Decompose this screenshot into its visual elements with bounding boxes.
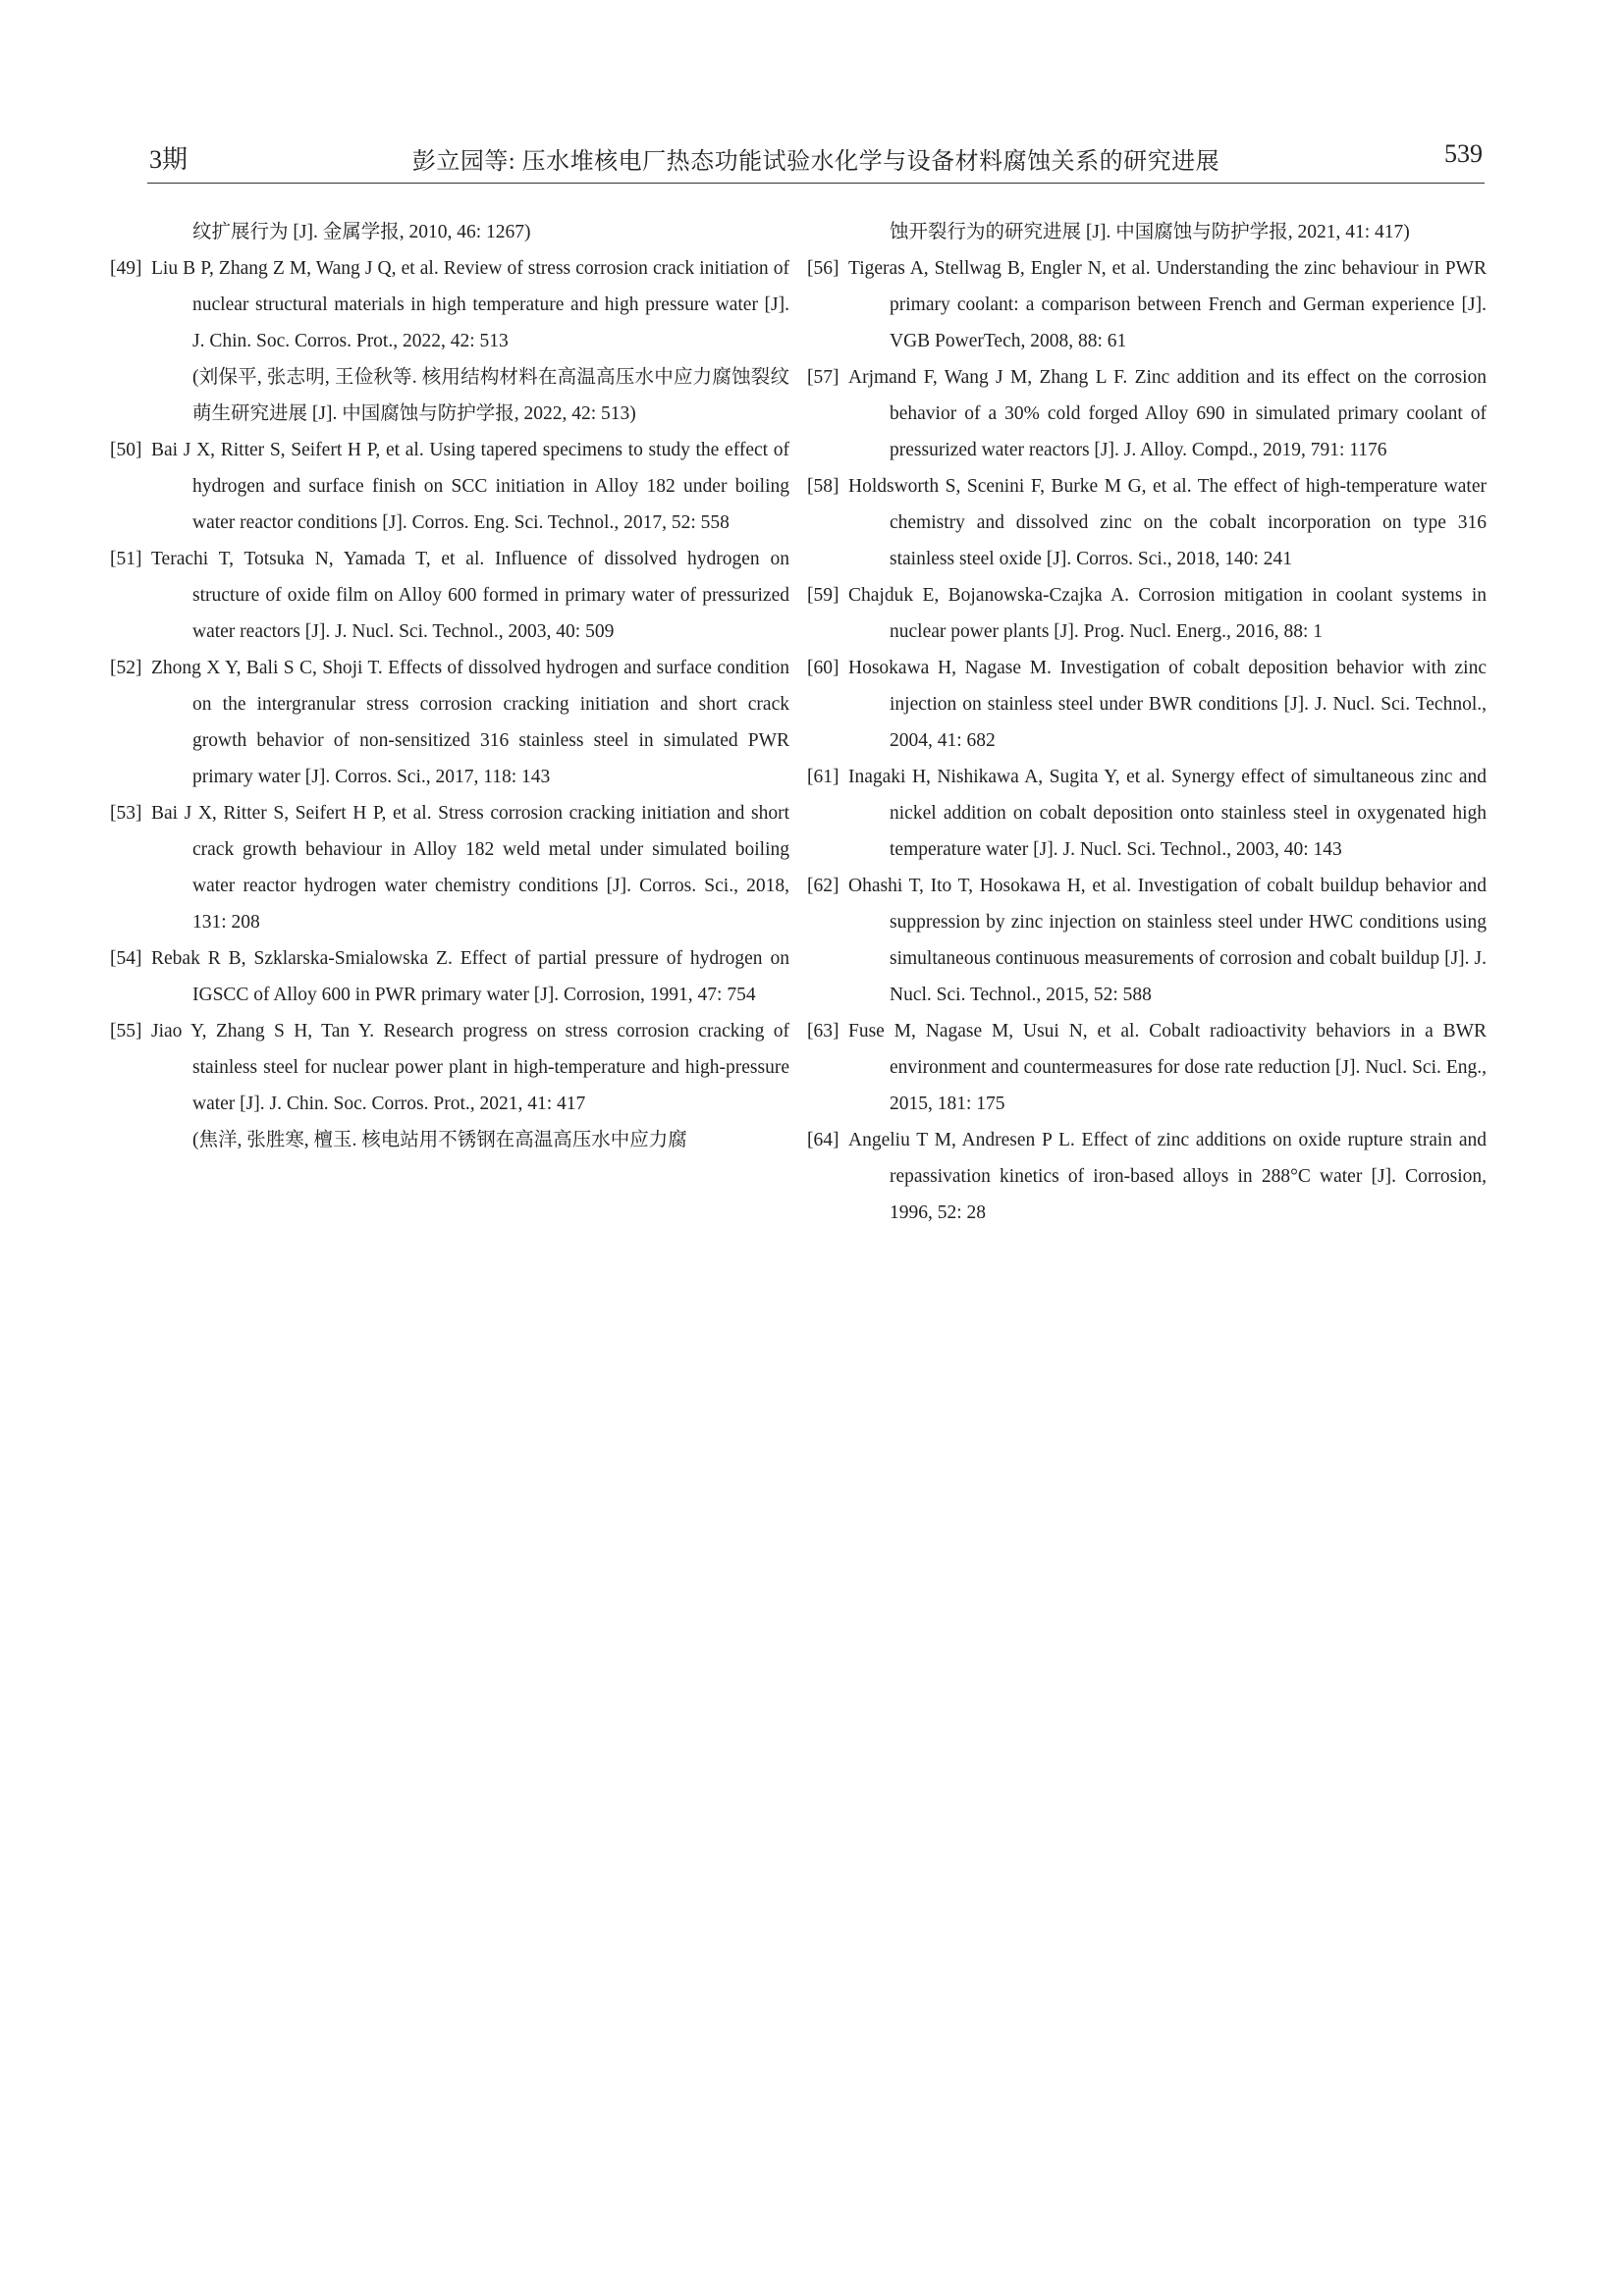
reference-51: [51] Terachi T, Totsuka N, Yamada T, et al. Influence of dissolved hydrogen on structure of oxide film on Alloy 600 formed in primary water of pressurized water reactors [J]. J. Nucl. Sci. Technol., 2003, 40: 509 <box>110 549 789 642</box>
reference-60: [60] Hosokawa H, Nagase M. Investigation of cobalt deposition behavior with zinc injection on stainless steel under BWR conditions [J]. J. Nucl. Sci. Technol., 2004, 41: 682 <box>807 658 1487 751</box>
reference-text: Jiao Y, Zhang S H, Tan Y. Research progress on stress corrosion cracking of stainless steel for nuclear power plant in high-temperature and high-pressure water [J]. J. Chin. Soc. Corros. Prot., 2021, 41: 417 <box>151 1021 789 1114</box>
reference-49: [49] Liu B P, Zhang Z M, Wang J Q, et al. Review of stress corrosion crack initiation of nuclear structural materials in high temperature and high pressure water [J]. J. Chin. Soc. Corros. Prot., 2022, 42: 513 <box>110 258 789 351</box>
reference-52: [52] Zhong X Y, Bali S C, Shoji T. Effects of dissolved hydrogen and surface condition on the intergranular stress corrosion cracking initiation and short crack growth behavior of non-sensitized 316 stainless steel in simulated PWR primary water [J]. Corros. Sci., 2017, 118: 143 <box>110 658 789 787</box>
left-reference-column <box>110 214 789 1158</box>
issue-label: 3期 <box>149 145 189 174</box>
reference-text: Chajduk E, Bojanowska-Czajka A. Corrosion mitigation in coolant systems in nuclear power plants [J]. Prog. Nucl. Energ., 2016, 88: 1 <box>848 585 1487 642</box>
reference-text: Fuse M, Nagase M, Usui N, et al. Cobalt radioactivity behaviors in a BWR environment and countermeasures for dose rate reduction [J]. Nucl. Sci. Eng., 2015, 181: 175 <box>848 1021 1487 1114</box>
reference-text: Bai J X, Ritter S, Seifert H P, et al. Stress corrosion cracking initiation and short crack growth behaviour in Alloy 182 weld metal under simulated boiling water reactor hydrogen water chemistry conditions [J]. Corros. Sci., 2018, 131: 208 <box>151 803 789 933</box>
reference-text: Tigeras A, Stellwag B, Engler N, et al. Understanding the zinc behaviour in PWR primary coolant: a comparison between French and German experience [J]. VGB PowerTech, 2008, 88: 61 <box>848 258 1487 351</box>
reference-text: Arjmand F, Wang J M, Zhang L F. Zinc addition and its effect on the corrosion behavior of a 30% cold forged Alloy 690 in simulated primary coolant of pressurized water reactors [J]. J. Alloy. Compd., 2019, 791: 1176 <box>848 367 1487 460</box>
reference-text: Bai J X, Ritter S, Seifert H P, et al. Using tapered specimens to study the effect of hydrogen and surface finish on SCC initiation in Alloy 182 under boiling water reactor conditions [J]. Corros. Eng. Sci. Technol., 2017, 52: 558 <box>151 440 789 533</box>
reference-text: Angeliu T M, Andresen P L. Effect of zinc additions on oxide rupture strain and repassivation kinetics of iron-based alloys in 288°C water [J]. Corrosion, 1996, 52: 28 <box>848 1130 1487 1223</box>
reference-continuation: 纹扩展行为 [J]. 金属学报, 2010, 46: 1267) <box>192 222 531 242</box>
running-title: 彭立园等: 压水堆核电厂热态功能试验水化学与设备材料腐蚀关系的研究进展 <box>411 149 1220 175</box>
reference-59: [59] Chajduk E, Bojanowska-Czajka A. Corrosion mitigation in coolant systems in nuclear power plants [J]. Prog. Nucl. Energ., 2016, 88: 1 <box>807 585 1487 642</box>
reference-text: Zhong X Y, Bali S C, Shoji T. Effects of dissolved hydrogen and surface condition on the intergranular stress corrosion cracking initiation and short crack growth behavior of non-sensitized 316 stainless steel in simulated PWR primary water [J]. Corros. Sci., 2017, 118: 143 <box>151 658 789 787</box>
reference-57: [57] Arjmand F, Wang J M, Zhang L F. Zinc addition and its effect on the corrosion behavior of a 30% cold forged Alloy 690 in simulated primary coolant of pressurized water reactors [J]. J. Alloy. Compd., 2019, 791: 1176 <box>807 367 1487 460</box>
reference-continuation: 蚀开裂行为的研究进展 [J]. 中国腐蚀与防护学报, 2021, 41: 417) <box>890 222 1410 242</box>
reference-64: [64] Angeliu T M, Andresen P L. Effect of zinc additions on oxide rupture strain and repassivation kinetics of iron-based alloys in 288°C water [J]. Corrosion, 1996, 52: 28 <box>807 1130 1487 1223</box>
reference-text: Rebak R B, Szklarska-Smialowska Z. Effect of partial pressure of hydrogen on IGSCC of Alloy 600 in PWR primary water [J]. Corrosion, 1991, 47: 754 <box>151 948 789 1005</box>
reference-55-chinese: (焦洋, 张胜寒, 檀玉. 核电站用不锈钢在高温高压水中应力腐 <box>192 1130 687 1150</box>
reference-text: Liu B P, Zhang Z M, Wang J Q, et al. Review of stress corrosion crack initiation of nuclear structural materials in high temperature and high pressure water [J]. J. Chin. Soc. Corros. Prot., 2022, 42: 513 <box>151 258 789 351</box>
running-header <box>147 137 1485 184</box>
reference-text: Terachi T, Totsuka N, Yamada T, et al. Influence of dissolved hydrogen on structure of oxide film on Alloy 600 formed in primary water of pressurized water reactors [J]. J. Nucl. Sci. Technol., 2003, 40: 509 <box>151 549 789 642</box>
reference-text: Inagaki H, Nishikawa A, Sugita Y, et al. Synergy effect of simultaneous zinc and nickel addition on cobalt deposition onto stainless steel in oxygenated high temperature water [J]. J. Nucl. Sci. Technol., 2003, 40: 143 <box>848 767 1487 860</box>
reference-55: [55] Jiao Y, Zhang S H, Tan Y. Research progress on stress corrosion cracking of stainless steel for nuclear power plant in high-temperature and high-pressure water [J]. J. Chin. Soc. Corros. Prot., 2021, 41: 417 <box>110 1021 789 1114</box>
right-reference-column <box>807 214 1487 1231</box>
page-number: 539 <box>1444 139 1483 168</box>
reference-49-chinese: (刘保平, 张志明, 王俭秋等. 核用结构材料在高温高压水中应力腐蚀裂纹萌生研究进展 [J]. 中国腐蚀与防护学报, 2022, 42: 513) <box>192 367 789 424</box>
reference-text: Holdsworth S, Scenini F, Burke M G, et al. The effect of high-temperature water chemistry and dissolved zinc on the cobalt incorporation on type 316 stainless steel oxide [J]. Corros. Sci., 2018, 140: 241 <box>848 476 1487 569</box>
reference-56: [56] Tigeras A, Stellwag B, Engler N, et al. Understanding the zinc behaviour in PWR primary coolant: a comparison between French and German experience [J]. VGB PowerTech, 2008, 88: 61 <box>807 258 1487 351</box>
reference-text: Hosokawa H, Nagase M. Investigation of cobalt deposition behavior with zinc injection on stainless steel under BWR conditions [J]. J. Nucl. Sci. Technol., 2004, 41: 682 <box>848 658 1487 751</box>
reference-53: [53] Bai J X, Ritter S, Seifert H P, et al. Stress corrosion cracking initiation and short crack growth behaviour in Alloy 182 weld metal under simulated boiling water reactor hydrogen water chemistry conditions [J]. Corros. Sci., 2018, 131: 208 <box>110 803 789 933</box>
reference-text: Ohashi T, Ito T, Hosokawa H, et al. Investigation of cobalt buildup behavior and suppression by zinc injection on stainless steel under HWC conditions using simultaneous continuous measurements of corrosion and cobalt buildup [J]. J. Nucl. Sci. Technol., 2015, 52: 588 <box>848 876 1487 1005</box>
reference-58: [58] Holdsworth S, Scenini F, Burke M G, et al. The effect of high-temperature water chemistry and dissolved zinc on the cobalt incorporation on type 316 stainless steel oxide [J]. Corros. Sci., 2018, 140: 241 <box>807 476 1487 569</box>
reference-50: [50] Bai J X, Ritter S, Seifert H P, et al. Using tapered specimens to study the effect of hydrogen and surface finish on SCC initiation in Alloy 182 under boiling water reactor conditions [J]. Corros. Eng. Sci. Technol., 2017, 52: 558 <box>110 440 789 533</box>
reference-63: [63] Fuse M, Nagase M, Usui N, et al. Cobalt radioactivity behaviors in a BWR environment and countermeasures for dose rate reduction [J]. Nucl. Sci. Eng., 2015, 181: 175 <box>807 1021 1487 1114</box>
reference-62: [62] Ohashi T, Ito T, Hosokawa H, et al. Investigation of cobalt buildup behavior and suppression by zinc injection on stainless steel under HWC conditions using simultaneous continuous measurements of corrosion and cobalt buildup [J]. J. Nucl. Sci. Technol., 2015, 52: 588 <box>807 876 1487 1005</box>
reference-61: [61] Inagaki H, Nishikawa A, Sugita Y, et al. Synergy effect of simultaneous zinc and nickel addition on cobalt deposition onto stainless steel in oxygenated high temperature water [J]. J. Nucl. Sci. Technol., 2003, 40: 143 <box>807 767 1487 860</box>
reference-54: [54] Rebak R B, Szklarska-Smialowska Z. Effect of partial pressure of hydrogen on IGSCC of Alloy 600 in PWR primary water [J]. Corrosion, 1991, 47: 754 <box>110 948 789 1005</box>
